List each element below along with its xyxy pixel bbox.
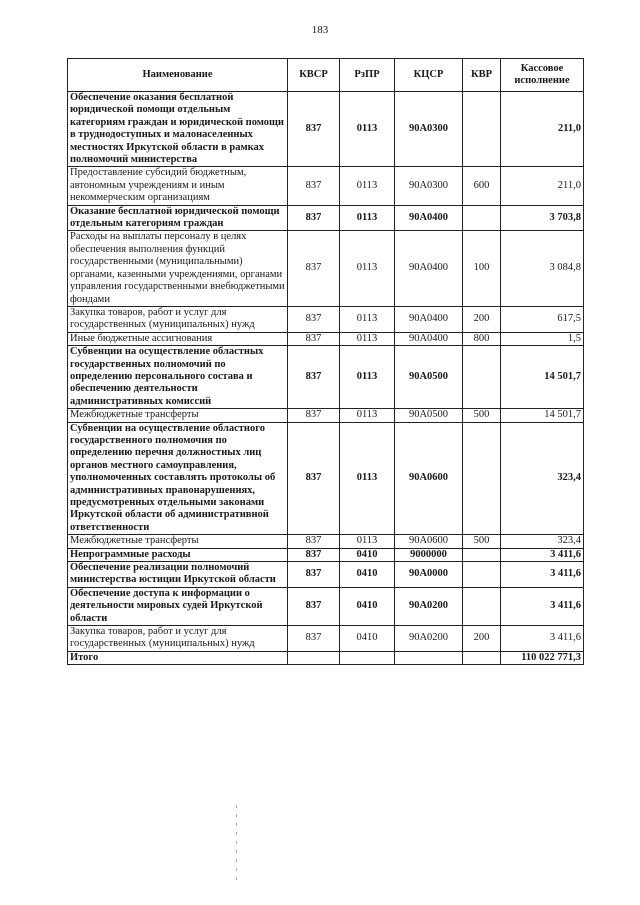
cell-name: Оказание бесплатной юридической помощи отдельным категориям граждан [68,205,288,231]
cell-sum: 323,4 [501,422,584,535]
cell-kvr [463,587,501,625]
table-row [68,409,584,422]
table-row [68,167,584,205]
page-number: 183 [311,24,329,36]
table-row [68,306,584,332]
table-row [68,548,584,561]
header-kcsr: КЦСР [395,59,463,92]
cell-kvr [463,422,501,535]
cell-name: Закупка товаров, работ и услуг для государственных (муниципальных) нужд [68,306,288,332]
cell-kcsr: 9000000 [395,548,463,561]
cell-kcsr: 90А0400 [395,332,463,345]
cell-rzpr: 0113 [340,92,395,167]
cell-sum: 14 501,7 [501,346,584,409]
table-body [68,92,584,665]
cell-kvr: 500 [463,535,501,548]
cell-rzpr: 0113 [340,306,395,332]
cell-kvsr: 837 [288,422,340,535]
cell-name: Межбюджетные трансферты [68,535,288,548]
cell-kcsr: 90А0600 [395,422,463,535]
cell-kvsr: 837 [288,231,340,306]
cell-rzpr: 0410 [340,587,395,625]
cell-rzpr: 0113 [340,409,395,422]
table-row [68,92,584,167]
cell-kvsr: 837 [288,548,340,561]
cell-rzpr [340,651,395,664]
cell-name: Обеспечение доступа к информации о деятельности мировых судей Иркутской области [68,587,288,625]
cell-kcsr: 90А0300 [395,92,463,167]
cell-sum: 3 411,6 [501,562,584,588]
cell-sum: 3 411,6 [501,626,584,652]
cell-kcsr: 90А0600 [395,535,463,548]
cell-kvr: 600 [463,167,501,205]
cell-kvr [463,651,501,664]
cell-kcsr: 90А0400 [395,231,463,306]
cell-name: Расходы на выплаты персоналу в целях обеспечения выполнения функций государственными (муниципальными) органами, казенными учреждениями, органами управления государственными внебюджетными фондами [68,231,288,306]
cell-kvsr: 837 [288,205,340,231]
table-row [68,332,584,345]
budget-execution-table [67,58,584,665]
table-row [68,346,584,409]
table-row [68,205,584,231]
table-row [68,231,584,306]
cell-rzpr: 0113 [340,332,395,345]
cell-kvr: 500 [463,409,501,422]
cell-kvsr: 837 [288,306,340,332]
cell-kvsr: 837 [288,409,340,422]
cell-sum: 323,4 [501,535,584,548]
cell-sum: 110 022 771,3 [501,651,584,664]
cell-kvr: 200 [463,306,501,332]
cell-kvsr: 837 [288,535,340,548]
table-row [68,626,584,652]
cell-rzpr: 0410 [340,562,395,588]
cell-kvr [463,562,501,588]
cell-name: Предоставление субсидий бюджетным, автономным учреждениям и иным некоммерческим организациям [68,167,288,205]
cell-kvsr: 837 [288,346,340,409]
cell-rzpr: 0410 [340,548,395,561]
cell-rzpr: 0410 [340,626,395,652]
cell-kvr [463,346,501,409]
cell-kvr [463,92,501,167]
cell-sum: 211,0 [501,167,584,205]
cell-sum: 14 501,7 [501,409,584,422]
cell-kvr: 800 [463,332,501,345]
cell-name: Итого [68,651,288,664]
cell-kcsr: 90А0200 [395,626,463,652]
cell-name: Закупка товаров, работ и услуг для государственных (муниципальных) нужд [68,626,288,652]
cell-name: Субвенции на осуществление областных государственных полномочий по определению персонального состава и обеспечению деятельности административных комиссий [68,346,288,409]
cell-kcsr: 90А0500 [395,409,463,422]
cell-kcsr: 90А0000 [395,562,463,588]
cell-kvr [463,205,501,231]
cell-sum: 617,5 [501,306,584,332]
cell-kvr: 200 [463,626,501,652]
cell-kcsr: 90А0400 [395,306,463,332]
cell-kcsr [395,651,463,664]
header-kvsr: КВСР [288,59,340,92]
cell-rzpr: 0113 [340,231,395,306]
table-row [68,422,584,535]
cell-sum: 3 411,6 [501,587,584,625]
cell-kcsr: 90А0500 [395,346,463,409]
table-header-row [68,59,584,92]
table-row [68,535,584,548]
cell-kvsr: 837 [288,562,340,588]
cell-name: Непрограммные расходы [68,548,288,561]
cell-name: Обеспечение реализации полномочий министерства юстиции Иркутской области [68,562,288,588]
header-rzpr: РзПР [340,59,395,92]
table-row [68,562,584,588]
table-row [68,587,584,625]
cell-sum: 1,5 [501,332,584,345]
table-row [68,651,584,664]
cell-kvsr: 837 [288,332,340,345]
cell-kcsr: 90А0200 [395,587,463,625]
cell-rzpr: 0113 [340,422,395,535]
cell-kvsr: 837 [288,587,340,625]
cell-sum: 3 411,6 [501,548,584,561]
cell-sum: 211,0 [501,92,584,167]
header-kvr: КВР [463,59,501,92]
cell-rzpr: 0113 [340,535,395,548]
cell-name: Межбюджетные трансферты [68,409,288,422]
cell-rzpr: 0113 [340,205,395,231]
cell-name: Субвенции на осуществление областного государственного полномочия по определению перечня должностных лиц органов местного самоуправления, уполномоченных составлять протоколы об административных правонарушениях, предусмотренных отдельными законами Иркутской области об административной ответственности [68,422,288,535]
header-cash-execution: Кассовое исполнение [501,59,584,92]
cell-kvsr: 837 [288,626,340,652]
cell-kcsr: 90А0300 [395,167,463,205]
margin-mark [232,805,240,895]
cell-kvr [463,548,501,561]
cell-kvsr: 837 [288,167,340,205]
cell-kvsr: 837 [288,92,340,167]
cell-kvr: 100 [463,231,501,306]
cell-rzpr: 0113 [340,346,395,409]
cell-kvsr [288,651,340,664]
cell-name: Обеспечение оказания бесплатной юридической помощи отдельным категориям граждан и юридической помощи в труднодоступных и малонаселенных местностях Иркутской области в рамках полномочий министерства [68,92,288,167]
cell-sum: 3 703,8 [501,205,584,231]
cell-sum: 3 084,8 [501,231,584,306]
cell-rzpr: 0113 [340,167,395,205]
header-name: Наименование [68,59,288,92]
cell-name: Иные бюджетные ассигнования [68,332,288,345]
cell-kcsr: 90А0400 [395,205,463,231]
